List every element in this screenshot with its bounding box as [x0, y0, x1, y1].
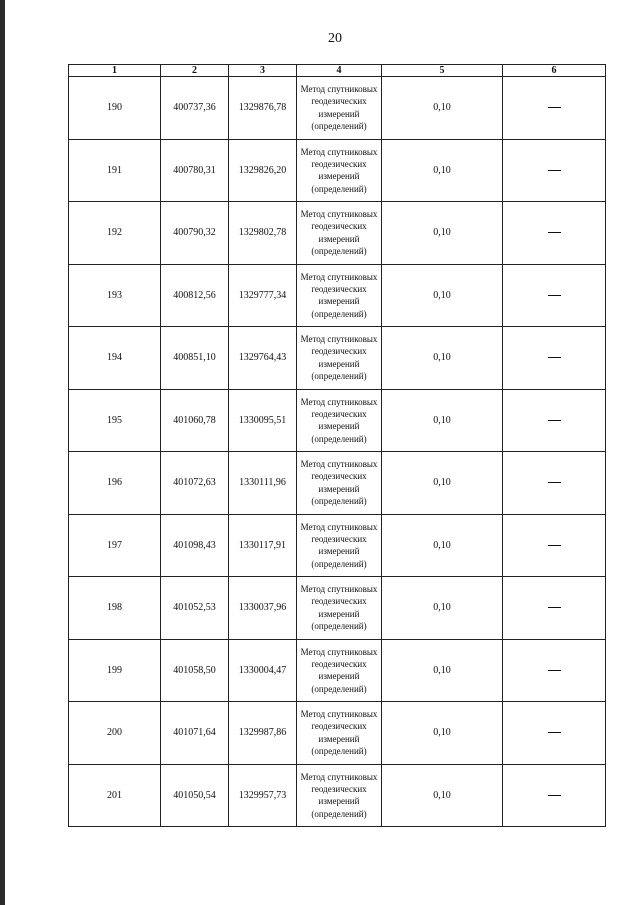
accuracy-cell: 0,10 — [382, 389, 503, 452]
x-coordinate-cell: 401071,64 — [161, 702, 229, 765]
x-coordinate-cell: 401058,50 — [161, 639, 229, 702]
description-cell — [503, 764, 606, 827]
description-cell — [503, 702, 606, 765]
y-coordinate-cell: 1330111,96 — [229, 452, 297, 515]
point-number-cell: 190 — [69, 77, 161, 140]
table-row — [69, 327, 606, 390]
x-coordinate-cell: 401072,63 — [161, 452, 229, 515]
y-coordinate-cell: 1330095,51 — [229, 389, 297, 452]
description-cell — [503, 77, 606, 140]
dash-mark — [548, 670, 561, 671]
method-cell: Метод спутниковых геодезических измерений (определений) — [297, 514, 382, 577]
column-header-2: 2 — [161, 65, 229, 77]
dash-mark — [548, 357, 561, 358]
x-coordinate-cell: 400790,32 — [161, 202, 229, 265]
dash-mark — [548, 295, 561, 296]
description-cell — [503, 264, 606, 327]
accuracy-cell: 0,10 — [382, 702, 503, 765]
table-row — [69, 389, 606, 452]
method-cell: Метод спутниковых геодезических измерений (определений) — [297, 327, 382, 390]
method-cell: Метод спутниковых геодезических измерений (определений) — [297, 264, 382, 327]
x-coordinate-cell: 400812,56 — [161, 264, 229, 327]
dash-mark — [548, 545, 561, 546]
description-cell — [503, 389, 606, 452]
table-row — [69, 452, 606, 515]
point-number-cell: 194 — [69, 327, 161, 390]
description-cell — [503, 202, 606, 265]
y-coordinate-cell: 1329876,78 — [229, 77, 297, 140]
accuracy-cell: 0,10 — [382, 577, 503, 640]
description-cell — [503, 452, 606, 515]
column-header-4: 4 — [297, 65, 382, 77]
point-number-cell: 199 — [69, 639, 161, 702]
accuracy-cell: 0,10 — [382, 764, 503, 827]
description-cell — [503, 577, 606, 640]
header-row — [69, 65, 606, 77]
point-number-cell: 197 — [69, 514, 161, 577]
point-number-cell: 196 — [69, 452, 161, 515]
accuracy-cell: 0,10 — [382, 639, 503, 702]
dash-mark — [548, 607, 561, 608]
method-cell: Метод спутниковых геодезических измерений (определений) — [297, 764, 382, 827]
x-coordinate-cell: 401060,78 — [161, 389, 229, 452]
coordinates-table — [68, 64, 606, 827]
table-row — [69, 764, 606, 827]
table-body — [69, 77, 606, 827]
column-header-6: 6 — [503, 65, 606, 77]
point-number-cell: 193 — [69, 264, 161, 327]
dash-mark — [548, 107, 561, 108]
method-cell: Метод спутниковых геодезических измерений (определений) — [297, 139, 382, 202]
page-number: 20 — [328, 31, 342, 46]
x-coordinate-cell: 400737,36 — [161, 77, 229, 140]
point-number-cell: 200 — [69, 702, 161, 765]
y-coordinate-cell: 1329802,78 — [229, 202, 297, 265]
y-coordinate-cell: 1329987,86 — [229, 702, 297, 765]
table-row — [69, 577, 606, 640]
method-cell: Метод спутниковых геодезических измерений (определений) — [297, 639, 382, 702]
dash-mark — [548, 420, 561, 421]
table-row — [69, 139, 606, 202]
accuracy-cell: 0,10 — [382, 327, 503, 390]
description-cell — [503, 139, 606, 202]
y-coordinate-cell: 1330004,47 — [229, 639, 297, 702]
accuracy-cell: 0,10 — [382, 514, 503, 577]
method-cell: Метод спутниковых геодезических измерений (определений) — [297, 577, 382, 640]
x-coordinate-cell: 400780,31 — [161, 139, 229, 202]
table-row — [69, 702, 606, 765]
dash-mark — [548, 482, 561, 483]
x-coordinate-cell: 401052,53 — [161, 577, 229, 640]
point-number-cell: 191 — [69, 139, 161, 202]
dash-mark — [548, 232, 561, 233]
scan-edge — [0, 0, 5, 905]
description-cell — [503, 327, 606, 390]
table-row — [69, 77, 606, 140]
point-number-cell: 198 — [69, 577, 161, 640]
accuracy-cell: 0,10 — [382, 452, 503, 515]
method-cell: Метод спутниковых геодезических измерений (определений) — [297, 202, 382, 265]
column-header-3: 3 — [229, 65, 297, 77]
description-cell — [503, 639, 606, 702]
x-coordinate-cell: 401098,43 — [161, 514, 229, 577]
method-cell: Метод спутниковых геодезических измерений (определений) — [297, 452, 382, 515]
method-cell: Метод спутниковых геодезических измерений (определений) — [297, 77, 382, 140]
table-row — [69, 639, 606, 702]
method-cell: Метод спутниковых геодезических измерений (определений) — [297, 702, 382, 765]
column-header-1: 1 — [69, 65, 161, 77]
accuracy-cell: 0,10 — [382, 202, 503, 265]
x-coordinate-cell: 401050,54 — [161, 764, 229, 827]
dash-mark — [548, 732, 561, 733]
y-coordinate-cell: 1329826,20 — [229, 139, 297, 202]
table-row — [69, 202, 606, 265]
point-number-cell: 201 — [69, 764, 161, 827]
y-coordinate-cell: 1330117,91 — [229, 514, 297, 577]
accuracy-cell: 0,10 — [382, 139, 503, 202]
dash-mark — [548, 170, 561, 171]
column-header-5: 5 — [382, 65, 503, 77]
y-coordinate-cell: 1330037,96 — [229, 577, 297, 640]
method-cell: Метод спутниковых геодезических измерений (определений) — [297, 389, 382, 452]
point-number-cell: 192 — [69, 202, 161, 265]
point-number-cell: 195 — [69, 389, 161, 452]
accuracy-cell: 0,10 — [382, 264, 503, 327]
table-row — [69, 264, 606, 327]
x-coordinate-cell: 400851,10 — [161, 327, 229, 390]
y-coordinate-cell: 1329764,43 — [229, 327, 297, 390]
description-cell — [503, 514, 606, 577]
y-coordinate-cell: 1329777,34 — [229, 264, 297, 327]
dash-mark — [548, 795, 561, 796]
table-row — [69, 514, 606, 577]
y-coordinate-cell: 1329957,73 — [229, 764, 297, 827]
accuracy-cell: 0,10 — [382, 77, 503, 140]
